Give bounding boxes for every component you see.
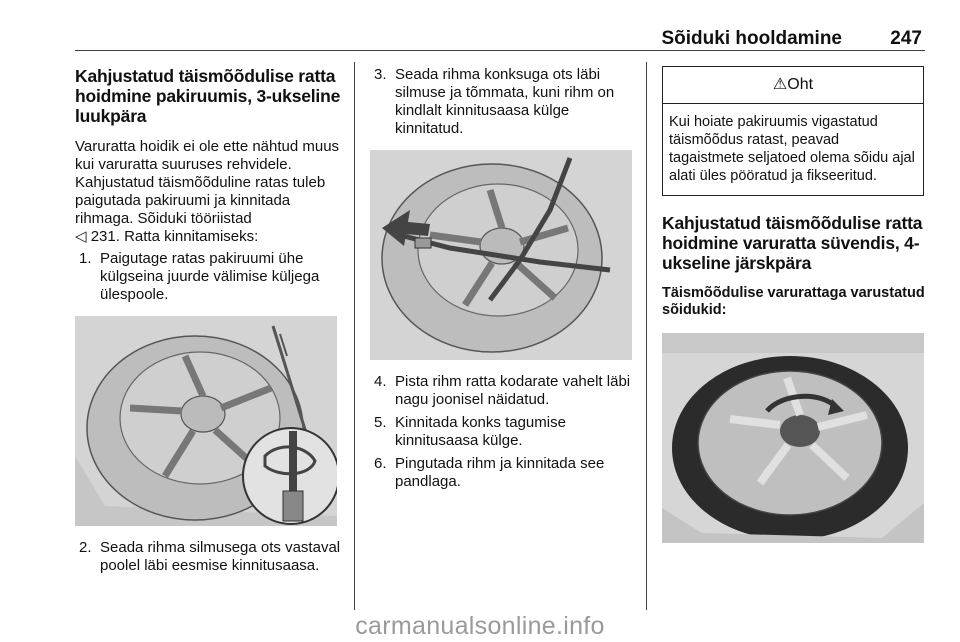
warning-box	[662, 66, 924, 196]
column-3	[662, 66, 926, 543]
illustration-spare-wheel-well	[662, 333, 924, 543]
page-number: 247	[890, 28, 922, 49]
warning-header	[663, 67, 923, 104]
warning-triangle-icon: ⚠	[772, 76, 788, 93]
column-divider-1	[354, 62, 355, 610]
spare-wheel-well-drawing	[662, 333, 924, 543]
list-item: 1. Paigutage ratas pakiruumi ühe külgseina juurde välimise küljega ülespoole.	[79, 250, 320, 303]
column-1	[75, 66, 341, 575]
watermark: carmanualsonline.info	[355, 612, 605, 640]
list-item: 4. Pista rihm ratta kodarate vahelt läbi nagu joonisel näidatud.	[374, 373, 631, 408]
illustration-wheel-strap-hook	[75, 316, 337, 526]
wheel-in-trunk-drawing	[75, 316, 337, 526]
list-item: 3. Seada rihma konksuga ots läbi silmuse ja tõmmata, kuni rihm on kindlalt kinnitusaasa külge kinnitatud.	[374, 66, 615, 137]
intro-paragraph: Varuratta hoidik ei ole ette nähtud muus kui varuratta suuruses rehvidele. Kahjustatud täismõõduline ratas tuleb paigutada pakiruumi ja kinnitada rihmaga. Sõiduki tööriistad ◁ 231. Ratta kinnitamiseks:	[75, 138, 340, 245]
list-item: 2. Seada rihma silmusega ots vastaval poolel läbi eesmise kinnitusaasa.	[79, 539, 341, 574]
section-heading-3-door: Kahjustatud täismõõdulise ratta hoidmine pakiruumis, 3-ukseline luukpära	[75, 66, 341, 126]
strapped-wheel-drawing	[370, 150, 632, 360]
warning-title: Oht	[787, 76, 814, 93]
warning-text: Kui hoiate pakiruumis vigastatud täismõõdus ratast, peavad tagaistmete seljatoed olema sõidu ajal alati üles pööratud ja fikseeritud.	[669, 114, 915, 184]
steps-list-b	[75, 539, 341, 575]
xref-page-link[interactable]: 231	[90, 228, 116, 245]
steps-list-d	[370, 373, 632, 491]
list-item: 6. Pingutada rihm ja kinnitada see pandlaga.	[374, 455, 605, 490]
column-2	[370, 66, 632, 491]
section-heading-4-door: Kahjustatud täismõõdulise ratta hoidmine varuratta süvendis, 4-ukseline järskpära	[662, 213, 923, 273]
section-title: Sõiduki hooldamine	[661, 28, 842, 49]
column-divider-2	[646, 62, 647, 610]
xref-arrow-icon: ◁	[75, 228, 87, 245]
header-rule	[75, 50, 925, 51]
page-header	[0, 26, 960, 52]
steps-list-a	[75, 250, 341, 304]
steps-list-c	[370, 66, 632, 138]
sub-heading: Täismõõdulise varurattaga varustatud sõidukid:	[662, 285, 925, 318]
illustration-strap-through-spokes	[370, 150, 632, 360]
list-item: 5. Kinnitada konks tagumise kinnitusaasa külge.	[374, 414, 566, 449]
